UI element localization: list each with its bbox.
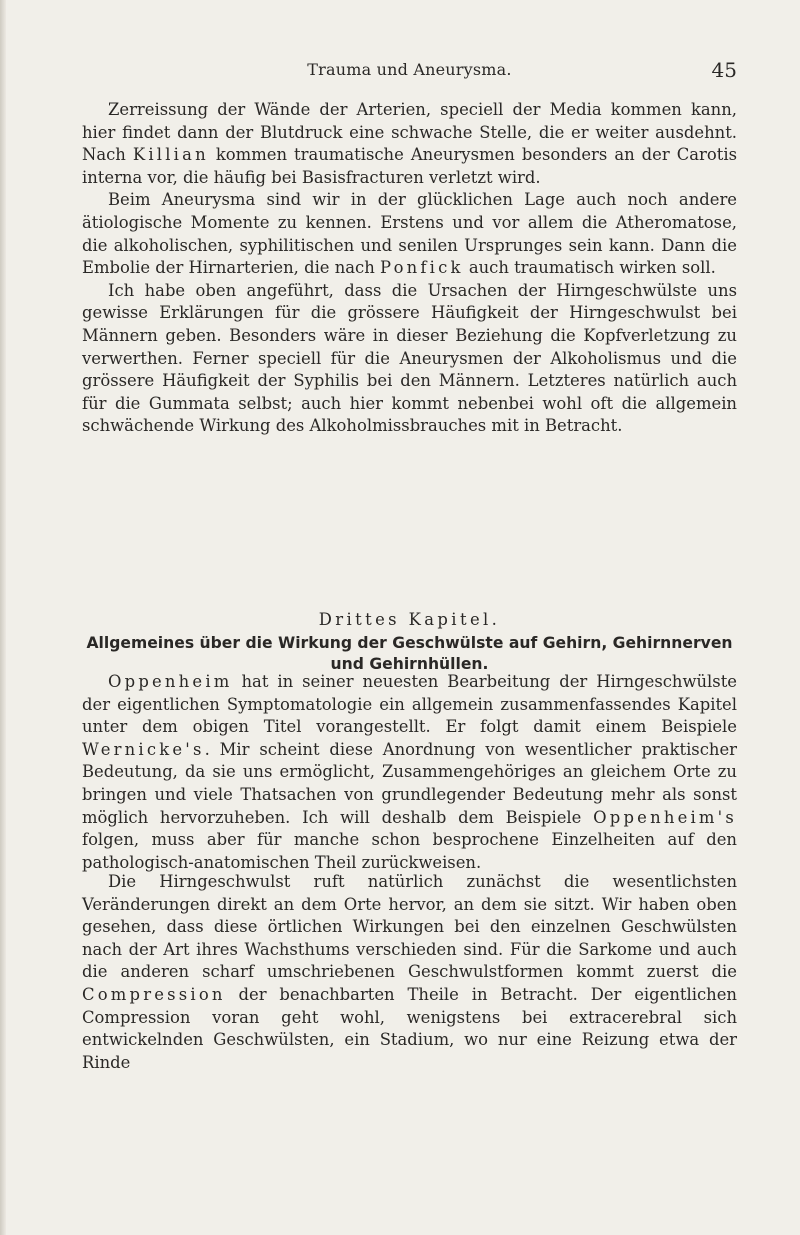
text-run: Ich habe oben angeführt, dass die Ursachen der Hirngeschwülste uns gewisse Erklärungen für die grössere Häufigkeit der Hirngeschwulst bei Männern geben. Besonders wäre in dieser Beziehung die Kopfverletzung zu verwerthen. Ferner speciell für die Aneurysmen der Alkoholismus und die grössere Häufigkeit der Syphilis bei den Männern. Letzteres natürlich auch für die Gummata selbst; auch hier kommt nebenbei wohl oft die allgemein schwächende Wirkung des Alkoholmissbrauches mit in Betracht. (82, 280, 737, 436)
running-title: Trauma und Aneurysma. (307, 60, 512, 79)
text-run: . Mir scheint diese Anordnung von wesentlicher praktischer Bedeutung, da sie uns ermöglicht, Zusammengehöriges an gleichem Orte zu bringen und viele Thatsachen von grundlegender Bedeutung mehr als sonst möglich hervorzuheben. Ich will deshalb dem Beispiele (82, 739, 737, 827)
chapter-title: Allgemeines über die Wirkung der Geschwülste auf Gehirn, Gehirnnerven und Gehirnhüllen. (86, 634, 733, 673)
page-header (82, 60, 737, 86)
page-number: 45 (711, 58, 737, 82)
author-name-wernicke: Wernicke's (82, 739, 205, 759)
paragraph-killian (82, 99, 737, 189)
paragraph-hirngeschwulst (82, 871, 737, 1074)
text-block-bottom (82, 871, 737, 1074)
author-name-oppenheim: Oppenheim (108, 672, 233, 691)
text-run: der benachbarten Theile in Betracht. Der eigentlichen Compression voran geht wohl, wenigstens bei extracerebral sich entwickelnden Geschwülsten, ein Stadium, wo nur eine Reizung etwa der Rinde (82, 984, 737, 1072)
author-name-killian: Killian (132, 145, 209, 165)
text-run: folgen, muss aber für manche schon besprochene Einzelheiten auf den pathologisch-anatomischen Theil zurückweisen. (82, 830, 737, 872)
author-name-oppenheim-2: Oppenheim's (593, 807, 737, 827)
text-run: Zerreissung der Wände der Arterien, speciell der Media kommen kann, hier findet dann der Blutdruck eine schwache Stelle, die er weiter ausdehnt. Nach (82, 100, 737, 165)
text-run: hat in seiner neuesten Bearbeitung der Hirngeschwülste der eigentlichen Symptomatologie ein allgemein zusammenfassendes Kapitel unter dem obigen Titel vorangestellt. Er folgt damit einem Beispiele (82, 672, 737, 737)
text-run: kommen traumatische Aneurysmen besonders an der Carotis interna vor, die häufig bei Basisfracturen verletzt wird. (82, 145, 737, 187)
text-run: Beim Aneurysma sind wir in der glücklichen Lage auch noch andere ätiologische Momente zu kennen. Erstens und vor allem die Atheromatose, die alkoholischen, syphilitischen und senilen Ursprunges sein kann. Dann die Embolie der Hirnarterien, die nach (82, 190, 737, 278)
page-edge-shadow (0, 0, 6, 1235)
paragraph-ursachen (82, 280, 737, 438)
author-name-ponfick: Ponfick (380, 258, 464, 278)
text-block-top (82, 99, 737, 438)
term-compression: Compression (82, 984, 226, 1004)
paragraph-aneurysma (82, 189, 737, 279)
text-run: auch traumatisch wirken soll. (463, 258, 716, 278)
paragraph-oppenheim (82, 671, 737, 874)
text-block-oppenheim (82, 671, 737, 874)
chapter-label: Drittes Kapitel. (318, 610, 501, 629)
text-run: Die Hirngeschwulst ruft natürlich zunächst die wesentlichsten Veränderungen direkt an dem Orte hervor, an dem sie sitzt. Wir haben oben gesehen, dass diese örtlichen Wirkungen bei den einzelnen Geschwülsten nach der Art ihres Wachsthums verschieden sind. Für die Sarkome und auch die anderen scharf umschriebenen Geschwulstformen kommt zuerst die (82, 872, 737, 982)
